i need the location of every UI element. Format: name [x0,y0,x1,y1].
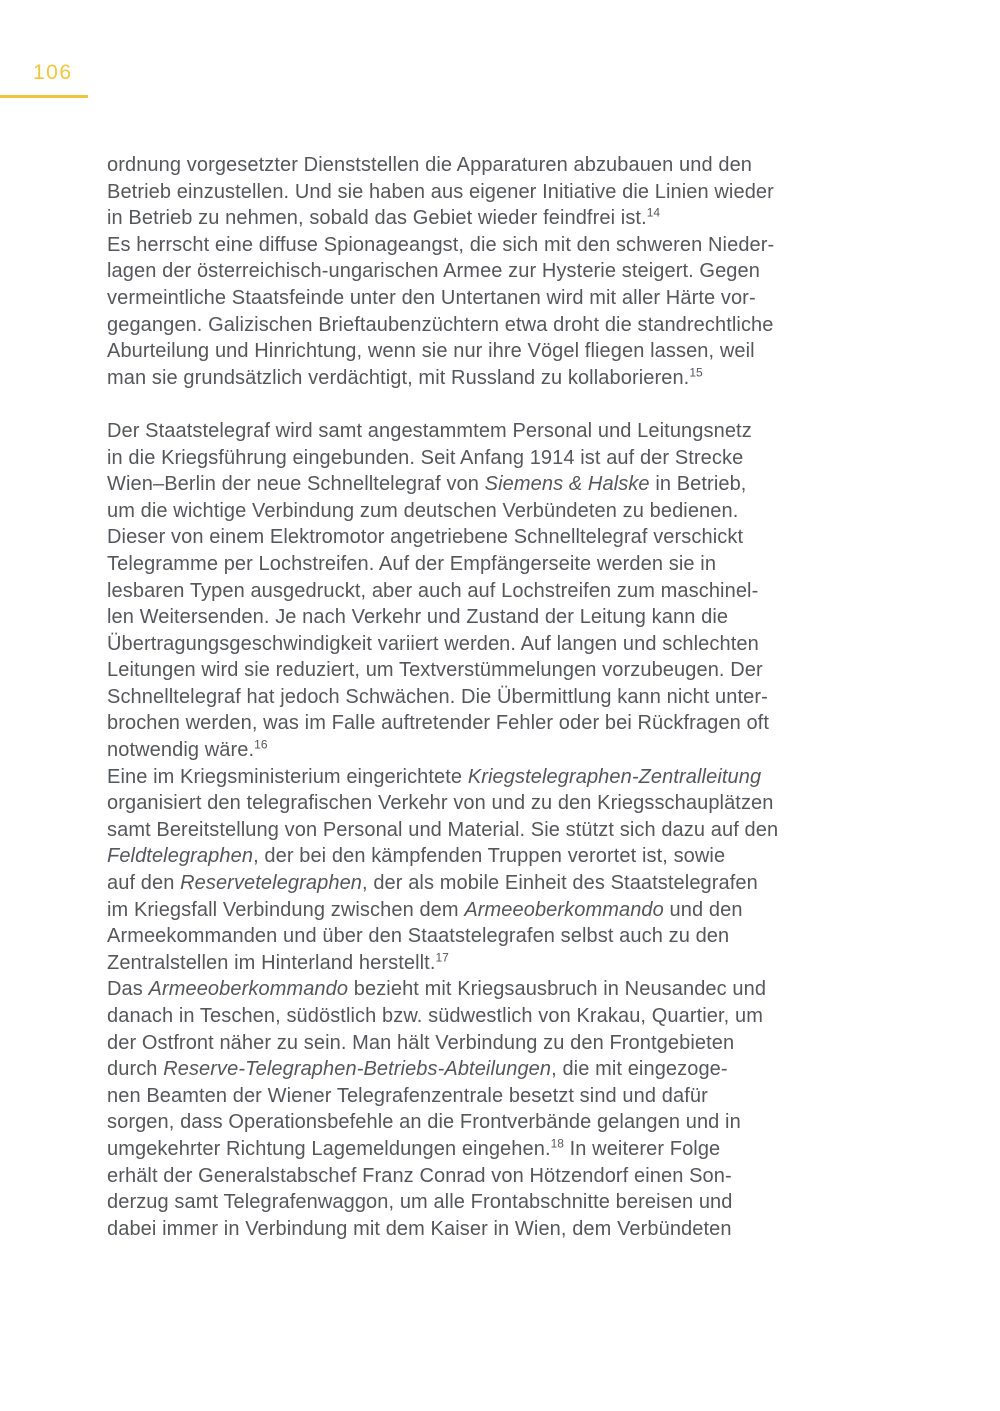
text-line: len Weitersenden. Je nach Verkehr und Zustand der Leitung kann die [107,606,729,629]
text-line: im Kriegsfall Verbindung zwischen dem Armeeoberkommando und den [107,898,743,921]
text-line: nen Beamten der Wiener Telegrafenzentrale besetzt sind und dafür [107,1084,708,1107]
footnote-marker: 14 [646,205,661,220]
text-line: erhält der Generalstabschef Franz Conrad von Hötzendorf einen Son- [107,1164,732,1187]
text-line: samt Bereitstellung von Personal und Material. Sie stützt sich dazu auf den [107,818,779,841]
text-line: Eine im Kriegsministerium eingerichtete Kriegstelegraphen-Zentralleitung [107,765,762,788]
text-line: danach in Teschen, südöstlich bzw. südwestlich von Krakau, Quartier, um [107,1005,763,1027]
footnote-marker: 16 [254,737,268,752]
text-line: Es herrscht eine diffuse Spionageangst, die sich mit den schweren Nieder- [107,233,775,256]
text-line: in Betrieb zu nehmen, sobald das Gebiet wieder feindfrei ist.$^{14}$ [107,205,661,230]
text-line: Übertragungsgeschwindigkeit variiert werden. Auf langen und schlechten [107,632,759,655]
text-line: Armeekommanden und über den Staatstelegrafen selbst auch zu den [107,925,730,948]
text-line: notwendig wäre.$^{16}$ [107,737,268,762]
paragraph [107,418,847,764]
italic-term: Armeeoberkommando [148,978,349,1001]
paragraph [107,232,847,392]
italic-term: Kriegstelegraphen-Zentralleitung [467,765,762,788]
text-line: dabei immer in Verbindung mit dem Kaiser in Wien, dem Verbündeten [107,1217,732,1240]
footnote-marker: 18 [550,1136,564,1151]
text-line: Schnelltelegraf hat jedoch Schwächen. Die Übermittlung kann nicht unter- [107,685,768,708]
footnote-marker: 15 [689,365,703,380]
paragraph [107,976,847,1242]
text-line: organisiert den telegrafischen Verkehr von und zu den Kriegsschauplätzen [107,792,774,815]
text-line: durch Reserve-Telegraphen-Betriebs-Abteilungen, die mit eingezoge- [107,1058,728,1081]
text-line: vermeintliche Staatsfeinde unter den Untertanen wird mit aller Härte vor- [107,286,756,309]
text-block [107,152,847,1242]
paragraph [107,764,847,977]
italic-term: Feldtelegraphen [107,845,254,868]
text-line: derzug samt Telegrafenwaggon, um alle Frontabschnitte bereisen und [107,1191,733,1214]
text-line: Leitungen wird sie reduziert, um Textverstümmelungen vorzubeugen. Der [107,659,763,682]
italic-term: Reserve-Telegraphen-Betriebs-Abteilungen [163,1058,552,1081]
text-line: ordnung vorgesetzter Dienststellen die Apparaturen abzubauen und den [107,154,753,176]
text-line: Wien–Berlin der neue Schnelltelegraf von Siemens & Halske in Betrieb, [107,473,747,496]
text-line: sorgen, dass Operationsbefehle an die Frontverbände gelangen und in [107,1111,741,1134]
text-line: Zentralstellen im Hinterland herstellt.$^{17}$ [107,950,449,974]
text-line: Der Staatstelegraf wird samt angestammtem Personal und Leitungsnetz [107,419,752,442]
text-line: Aburteilung und Hinrichtung, wenn sie nur ihre Vögel fliegen lassen, weil [107,340,755,363]
italic-term: Siemens & Halske [484,473,650,496]
italic-term: Armeeoberkommando [464,898,664,921]
footnote-marker: 17 [435,950,449,965]
italic-term: Reservetelegraphen [180,872,363,895]
text-line: lagen der österreichisch-ungarischen Armee zur Hysterie steigert. Gegen [107,260,760,283]
text-line: auf den Reservetelegraphen, der als mobile Einheit des Staatstelegrafen [107,872,758,895]
header-rule [0,95,88,98]
text-line: umgekehrter Richtung Lagemeldungen eingehen.$^{18}$ In weiterer Folge [107,1136,721,1160]
paragraph [107,152,847,232]
text-line: Betrieb einzustellen. Und sie haben aus eigener Initiative die Linien wieder [107,180,774,203]
text-line: lesbaren Typen ausgedruckt, aber auch auf Lochstreifen zum maschinel- [107,579,759,602]
text-line: gegangen. Galizischen Brieftaubenzüchtern etwa droht die standrechtliche [107,313,774,336]
text-line: der Ostfront näher zu sein. Man hält Verbindung zu den Frontgebieten [107,1031,735,1054]
text-line: Dieser von einem Elektromotor angetriebene Schnelltelegraf verschickt [107,526,744,549]
text-line: Das Armeeoberkommando bezieht mit Kriegsausbruch in Neusandec und [107,978,767,1001]
text-line: man sie grundsätzlich verdächtigt, mit Russland zu kollaborieren.$^{15}$ [107,365,703,389]
text-line: um die wichtige Verbindung zum deutschen Verbündeten zu bedienen. [107,499,739,522]
page-number: 106 [33,61,73,84]
text-line: in die Kriegsführung eingebunden. Seit Anfang 1914 ist auf der Strecke [107,446,744,469]
text-line: Feldtelegraphen, der bei den kämpfenden Truppen verortet ist, sowie [107,845,726,868]
text-line: Telegramme per Lochstreifen. Auf der Empfängerseite werden sie in [107,552,717,575]
text-line: brochen werden, was im Falle auftretender Fehler oder bei Rückfragen oft [107,712,769,735]
